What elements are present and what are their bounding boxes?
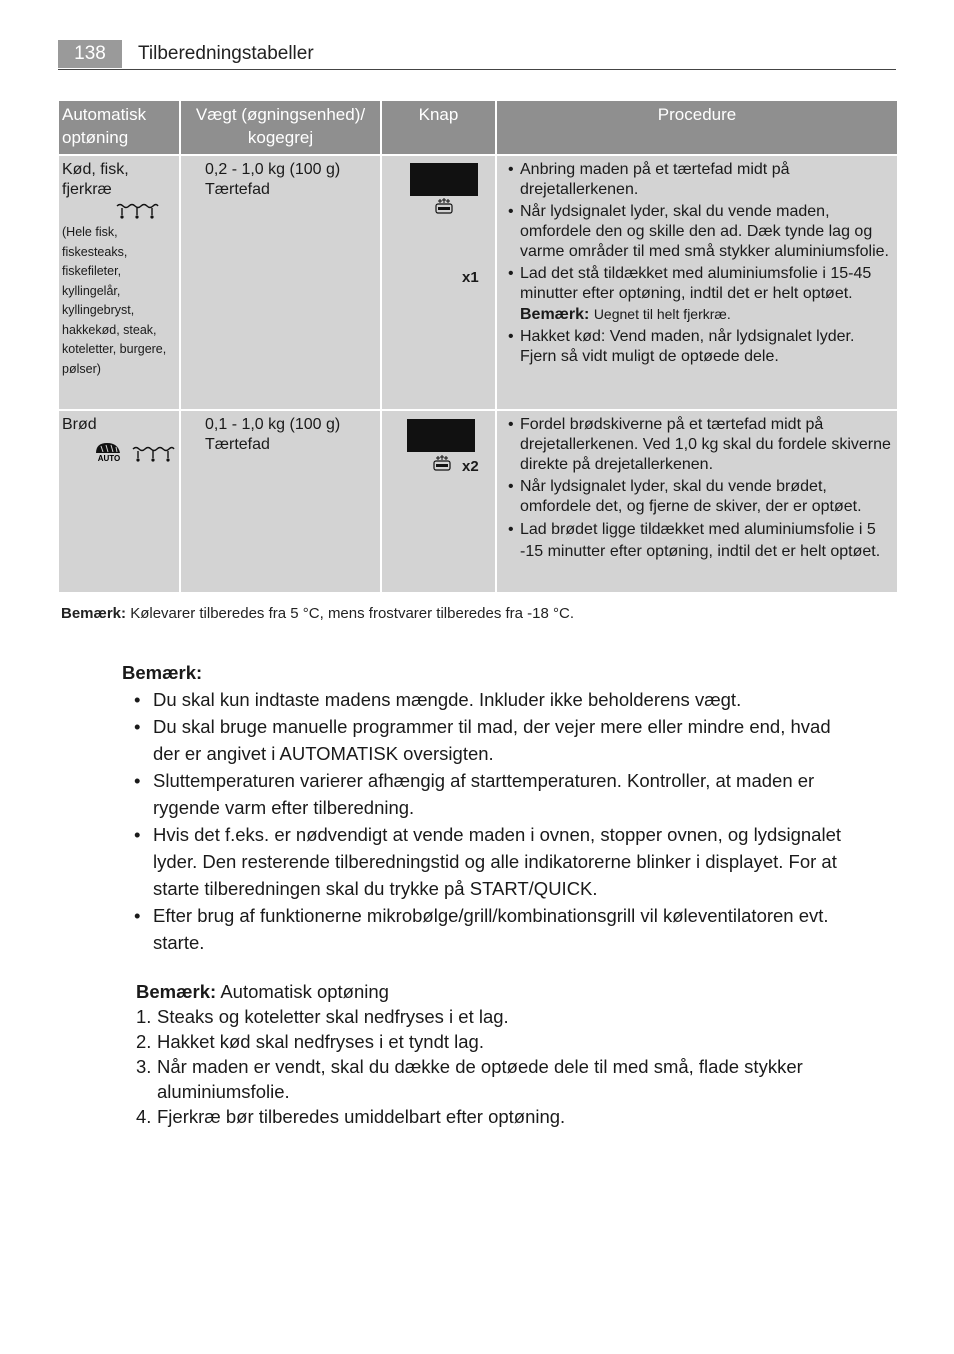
list-item: • Når lydsignalet lyder, skal du vende maden, omfordele den og skille den ad. Dæk tynde lag og varme områder til med små stykker aluminiumsfolie. (500, 202, 894, 262)
footnote-label: Bemærk: (61, 605, 127, 622)
step-text: Steaks og koteletter skal nedfryses i et lag. (157, 1006, 509, 1027)
column-header: Vægt (øgningsenhed)/ kogegrej (181, 101, 380, 154)
auto-defrost-heading: Automatisk optøning (216, 981, 389, 1002)
food-cell (59, 411, 179, 592)
defrost-drops-icon (115, 203, 159, 219)
weight-range: 0,2 - 1,0 kg (100 g) (205, 161, 341, 178)
notes-title: Bemærk: (122, 662, 203, 683)
table-footnote (61, 605, 574, 622)
page-header (58, 40, 896, 70)
procedure-cell (497, 156, 897, 409)
display-screen (407, 419, 475, 452)
table-row (59, 411, 897, 592)
step-text: Når maden er vendt, skal du dække de optøede dele til med små, flade stykker aluminiumsfolie. (157, 1056, 803, 1102)
defrost-auto-button-icon (433, 455, 451, 471)
food-name: Brød (62, 416, 97, 433)
notes-section (122, 659, 862, 956)
defrost-drops-icon (131, 446, 175, 462)
step-number: 2. (136, 1031, 152, 1052)
display-screen (410, 163, 478, 196)
footnote-text: Kølevarer tilberedes fra 5 °C, mens frostvarer tilberedes fra -18 °C. (126, 605, 575, 622)
list-item: • Anbring maden på et tærtefad midt på drejetallerkenen. (500, 160, 894, 200)
list-item (136, 1004, 836, 1029)
press-count: x1 (462, 269, 479, 286)
list-item: • Efter brug af funktionerne mikrobølge/grill/kombinationsgrill vil køleventilatoren evt. starte. (122, 902, 862, 956)
page-number: 138 (58, 40, 122, 68)
knap-cell (382, 156, 495, 409)
list-item: • Du skal kun indtaste madens mængde. Inkluder ikke beholderens vægt. (122, 686, 862, 713)
list-item: • Når lydsignalet lyder, skal du vende brødet, omfordele det, og fjerne de skiver, der er optøet. (500, 477, 894, 517)
list-item: • Lad brødet ligge tildækket med aluminiumsfolie i 5 -15 minutter efter optøning, indtil det er helt optøet. (500, 519, 894, 563)
note-text: Uegnet til helt fjerkræ. (593, 306, 731, 322)
notes-list (122, 686, 862, 956)
food-icons (93, 440, 176, 462)
list-item: • Hvis det f.eks. er nødvendigt at vende maden i ovnen, stopper ovnen, og lydsignalet lyder. Den resterende tilberedningstid og alle indikatorerne blinker i displayet. For at starte tilberedningen skal du trykke på START/QUICK. (122, 821, 862, 902)
auto-label: AUTO (97, 454, 121, 462)
weight-cell (181, 156, 380, 409)
section-title: Tilberedningstabeller (138, 43, 314, 64)
weight-cell (181, 411, 380, 592)
list-item-text: Lad det stå tildækket med aluminiumsfolie i 15-45 minutter efter optøning, indtil det er helt optøet. (520, 265, 872, 302)
knap-cell (382, 411, 495, 592)
column-header: Automatisk optøning (59, 101, 179, 154)
auto-defrost-title (136, 979, 836, 1004)
table-row (59, 156, 897, 409)
list-item (136, 1029, 836, 1054)
steps-list (136, 1004, 836, 1129)
defrost-table (57, 99, 899, 594)
weight-range: 0,1 - 1,0 kg (100 g) (205, 416, 341, 433)
procedure-cell (497, 411, 897, 592)
food-cell (59, 156, 179, 409)
cookware: Tærtefad (205, 436, 270, 453)
list-item (500, 264, 894, 325)
press-count: x2 (462, 458, 479, 475)
list-item (136, 1104, 836, 1129)
step-text: Hakket kød skal nedfryses i et tyndt lag. (157, 1031, 484, 1052)
bread-auto-icon (93, 440, 125, 462)
step-number: 4. (136, 1106, 152, 1127)
list-item: • Sluttemperaturen varierer afhængig af starttemperaturen. Kontroller, at maden er rygende varm efter tilberedning. (122, 767, 862, 821)
step-number: 3. (136, 1056, 152, 1077)
column-header: Knap (382, 101, 495, 154)
step-text: Fjerkræ bør tilberedes umiddelbart efter optøning. (157, 1106, 566, 1127)
cookware: Tærtefad (205, 181, 270, 198)
list-item: • Fordel brødskiverne på et tærtefad midt på drejetallerkenen. Ved 1,0 kg skal du fordele skiverne direkte på drejetallerkenen. (500, 415, 894, 475)
auto-defrost-section (136, 979, 836, 1129)
list-item (136, 1054, 836, 1104)
column-header: Procedure (497, 101, 897, 154)
food-name: Kød, fisk, fjerkræ (62, 161, 129, 198)
defrost-auto-button-icon (435, 198, 453, 214)
note-label: Bemærk: (520, 306, 590, 323)
list-item: • Du skal bruge manuelle programmer til mad, der vejer mere eller mindre end, hvad der er angivet i AUTOMATISK oversigten. (122, 713, 862, 767)
step-number: 1. (136, 1006, 152, 1027)
procedure-list (500, 160, 894, 367)
procedure-list (500, 415, 894, 563)
list-item: • Hakket kød: Vend maden, når lydsignalet lyder. Fjern så vidt muligt de optøede dele. (500, 327, 894, 367)
table-header-row (59, 101, 897, 154)
auto-defrost-label: Bemærk: (136, 981, 217, 1002)
food-details: (Hele fisk, fiskesteaks, fiskefileter, kyllingelår, kyllingebryst, hakkekød, steak, koteletter, burgere, pølser) (62, 225, 167, 376)
